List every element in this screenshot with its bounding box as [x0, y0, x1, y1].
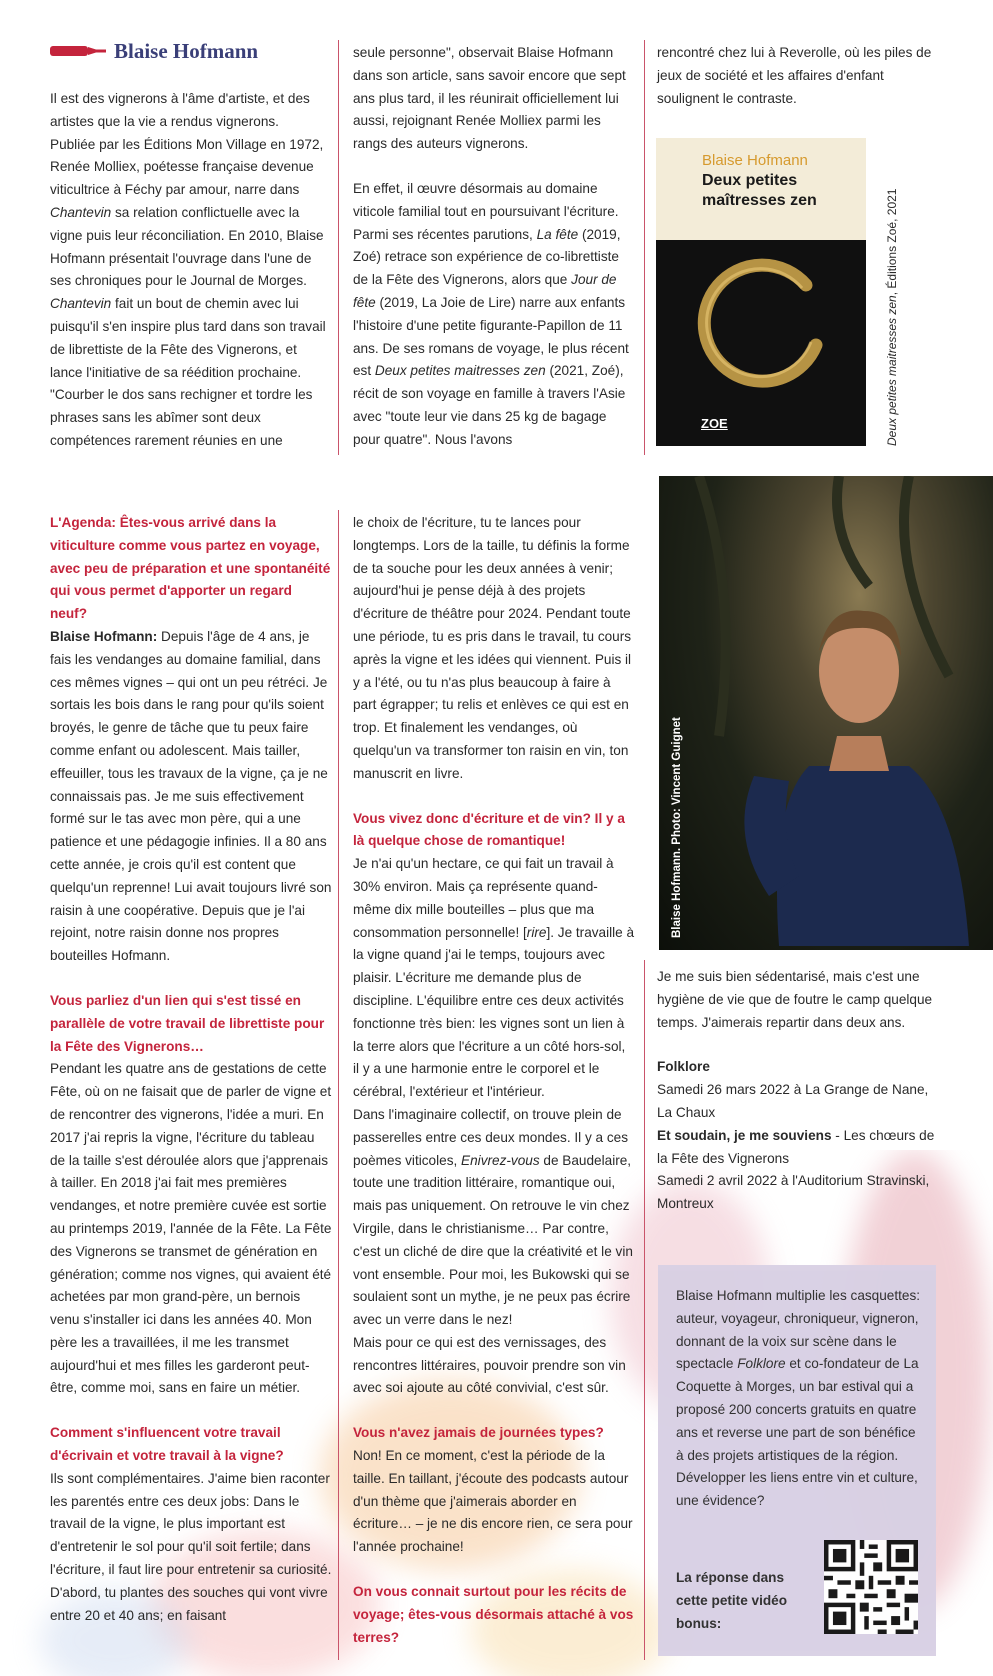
intro-column-1: [50, 88, 328, 453]
question-6: On vous connait surtout pour les récits de voyage; êtes-vous désormais attaché à vos terres?: [353, 1584, 634, 1645]
question-4: Vous vivez donc d'écriture et de vin? Il y a là quelque chose de romantique!: [353, 810, 625, 849]
answer-3: Ils sont complémentaires. J'aime bien raconter les parentés entre ces deux jobs: Dans le travail de la vigne, le plus important est d'entretenir le sol pour qu'il soit fertile; dans l'écriture, il faut lire pour entretenir sa curiosité. D'abord, tu plantes des souches qui vont vivre entre 20 et 40 ans; en faisant: [50, 1470, 332, 1623]
column-rule: [644, 960, 645, 1660]
book-cover: [656, 138, 866, 446]
intro-paragraph: Il est des vignerons à l'âme d'artiste, et des artistes que la vie a rendus vignerons. Publiée par les Éditions Mon Village en 1972, Renée Molliex, poétesse française devenue viticultrice à Féchy par amour, narre dans Chantevin sa relation conflictuelle avec la vigne puis leur réconciliation. En 2010, Blaise Hofmann présentait l'ouvrage dans l'une de ses chroniques pour le Journal de Morges. Chantevin fait un bout de chemin avec lui puisqu'il s'en inspire plus tard dans son travail de librettiste de la Fête des Vignerons, et lance l'initiative de sa réédition prochaine. "Courber le dos sans rechigner et tordre les phrases sans les abîmer sont deux compétences rarement réunies en une: [50, 91, 326, 448]
event-1-title: Folklore: [657, 1059, 710, 1075]
column-rule: [338, 510, 339, 1660]
wine-bottle-icon: [50, 43, 108, 59]
question-5: Vous n'avez jamais de journées types?: [353, 1425, 604, 1441]
intro-paragraph: rencontré chez lui à Reverolle, où les piles de jeux de société et les affaires d'enfant soulignent le contraste.: [657, 45, 932, 106]
author-title: Blaise Hofmann: [114, 38, 259, 63]
info-box: [658, 1265, 936, 1656]
interview-column-3: [657, 966, 947, 1216]
book-caption: Deux petites maitresses zen, Éditions Zoé, 2021: [885, 188, 899, 446]
event-1-details: Samedi 26 mars 2022 à La Grange de Nane, La Chaux: [657, 1082, 929, 1120]
column-rule: [338, 40, 339, 455]
intro-paragraph: seule personne", observait Blaise Hofmann dans son article, sans savoir encore que sept ans plus tard, il les réunirait officiellement lui aussi, rejoignant Renée Molliex parmi les rangs des auteurs vignerons.: [353, 45, 626, 152]
intro-column-2: [353, 42, 635, 452]
info-box-paragraph: Blaise Hofmann multiplie les casquettes: auteur, voyageur, chroniqueur, vigneron, donnant de la voix sur scène dans le spectacle Folklore et co-fondateur de La Coquette à Morges, un bar estival qui a proposé 200 concerts gratuits en quatre ans et reverse une part de son bénéfice à des projets artistiques de la région. Développer les liens entre vin et culture, une évidence?: [676, 1288, 921, 1509]
book-publisher: ZOE: [701, 416, 728, 431]
book-author: Blaise Hofmann: [702, 152, 808, 169]
answer-6: Je me suis bien sédentarisé, mais c'est une hygiène de vie que de foutre le camp quelque temps. J'aimerais repartir dans deux ans.: [657, 969, 933, 1030]
answer-1: Blaise Hofmann: Depuis l'âge de 4 ans, je fais les vendanges au domaine familial, dans ces mêmes vignes – qui ont un peu rétréci. Je sortais les bois dans le rang pour qu'ils soient broyés, le genre de tâche que tu peux faire comme enfant ou adolescent. Mais tailler, effeuiller, tous les travaux de la vigne, ça je ne connaissais pas. Je me suis effectivement formé sur le tas avec mon père, qui a une patience et une pédagogie infinies. Il a 80 ans cette année, je crois qu'il est content que quelqu'un reprenne! Lui avait toujours livré son raisin à une coopérative. Depuis que je l'ai rejoint, notre raisin donne nos propres bouteilles Hofmann.: [50, 628, 332, 964]
column-rule: [644, 40, 645, 455]
portrait-photo: [659, 476, 993, 950]
interview-column-1: [50, 512, 332, 1627]
book-title-line-2: maîtresses zen: [702, 192, 817, 209]
answer-3-continued: le choix de l'écriture, tu te lances pour longtemps. Lors de la taille, tu définis la forme de ta souche pour les deux années à venir; aujourd'hui je pense déjà à des projets d'écriture de théâtre pour 2024. Pendant toute une période, tu es pris dans le travail, tu cours après la vigne et les idées qui viennent. Puis il y a l'été, ou tu n'as plus beaucoup à faire à part égrapper; tu relis et enlèves ce qui est en trop. Et finalement les vendanges, où quelqu'un va transformer ton raisin en vin, ton manuscrit en livre.: [353, 515, 632, 781]
book-title-line-1: Deux petites: [702, 172, 798, 189]
header: [50, 36, 258, 66]
info-box-cta: La réponse dans cette petite vidéo bonus:: [676, 1570, 788, 1631]
portrait-illustration: [659, 476, 993, 950]
event-2-details: Samedi 2 avril 2022 à l'Auditorium Stravinski, Montreux: [657, 1173, 930, 1212]
intro-column-3: [657, 42, 947, 110]
event-2-title: Et soudain, je me souviens - Les chœurs de la Fête des Vignerons: [657, 1127, 935, 1166]
question-3: Comment s'influencent votre travail d'écrivain et votre travail à la vigne?: [50, 1425, 284, 1464]
interview-column-2: [353, 512, 635, 1649]
enso-circle-icon: [656, 240, 866, 446]
answer-4-part-3: Mais pour ce qui est des vernissages, des rencontres littéraires, pouvoir prendre son vin avec soi ajoute au côté convivial, c'est sûr.: [353, 1334, 626, 1396]
answer-5: Non! En ce moment, c'est la période de la taille. En taillant, j'écoute des podcasts autour d'un thème que j'aimerais aborder en écriture… – je ne dis encore rien, ce sera pour l'année prochaine!: [353, 1448, 633, 1555]
intro-paragraph: En effet, il œuvre désormais au domaine viticole familial tout en poursuivant l'écriture. Parmi ses récentes parutions, La fête (2019, Zoé) retrace son expérience de co-librettiste de la Fête des Vignerons, alors que Jour de fête (2019, La Joie de Lire) narre aux enfants l'histoire d'une petite figurante-Papillon de 11 ans. De ses romans de voyage, le plus récent est Deux petites maitresses zen (2021, Zoé), récit de son voyage en famille à travers l'Asie avec "toute leur vie dans 25 kg de bagage pour quatre". Nous l'avons: [353, 180, 629, 447]
book-cover-header: [656, 138, 866, 240]
question-2: Vous parliez d'un lien qui s'est tissé en parallèle de votre travail de librettiste pour la Fête des Vignerons…: [50, 992, 325, 1054]
qr-code-icon[interactable]: [824, 1540, 918, 1634]
answer-4-part-2: Dans l'imaginaire collectif, on trouve plein de passerelles entre ces deux mondes. Il y a ces poèmes viticoles, Enivrez-vous de Baudelaire, toute une tradition littéraire, romantique oui, mais pas uniquement. On retrouve le vin chez Virgile, dans le christianisme… Par contre, c'est un cliché de dire que la créativité et le vin vont ensemble. Pour moi, les Bukowski qui se soulaient sont un mythe, je ne peux pas écrire avec un verre dans le nez!: [353, 1106, 633, 1328]
photo-credit: Blaise Hofmann. Photo: Vincent Guignet: [671, 717, 683, 938]
answer-4: Je n'ai qu'un hectare, ce qui fait un travail à 30% environ. Mais ça représente quand-même dix mille bouteilles – plus que ma consommation personnelle! [rire]. Je travaille à la vigne quand j'ai le temps, toujours avec plaisir. L'écriture me demande plus de discipline. L'équilibre entre ces deux activités fonctionne très bien: les vignes sont un lien à la terre alors que l'écriture a un côté hors-sol, il y a une harmonie entre le corporel et le cérébral, l'extérieur et l'intérieur.: [353, 856, 635, 1100]
question-1: L'Agenda: Êtes-vous arrivé dans la viticulture comme vous partez en voyage, avec peu de préparation et une spontanéité qui vous permet d'apporter un regard neuf?: [50, 515, 331, 622]
answer-2: Pendant les quatre ans de gestations de cette Fête, où on ne faisait que de parler de vigne et de rencontrer des vignerons, l'idée a muri. En 2017 j'ai repris la vigne, l'écriture du tableau de la taille s'est déroulée alors que j'apprenais à tailler. En 2018 j'ai fait mes premières vendanges, et notre première cuvée est sortie au printemps 2019, l'année de la Fête. La Fête des Vignerons se transmet de génération en génération; comme nos vignes, qui avaient été achetées par mon grand-père, un bernois venu s'installer ici dans les années 40. Mon père les a travaillées, il me les transmet aujourd'hui et mes filles les garderont peut-être, comme moi, sans en faire un métier.: [50, 1061, 332, 1396]
info-box-text: [676, 1285, 924, 1513]
